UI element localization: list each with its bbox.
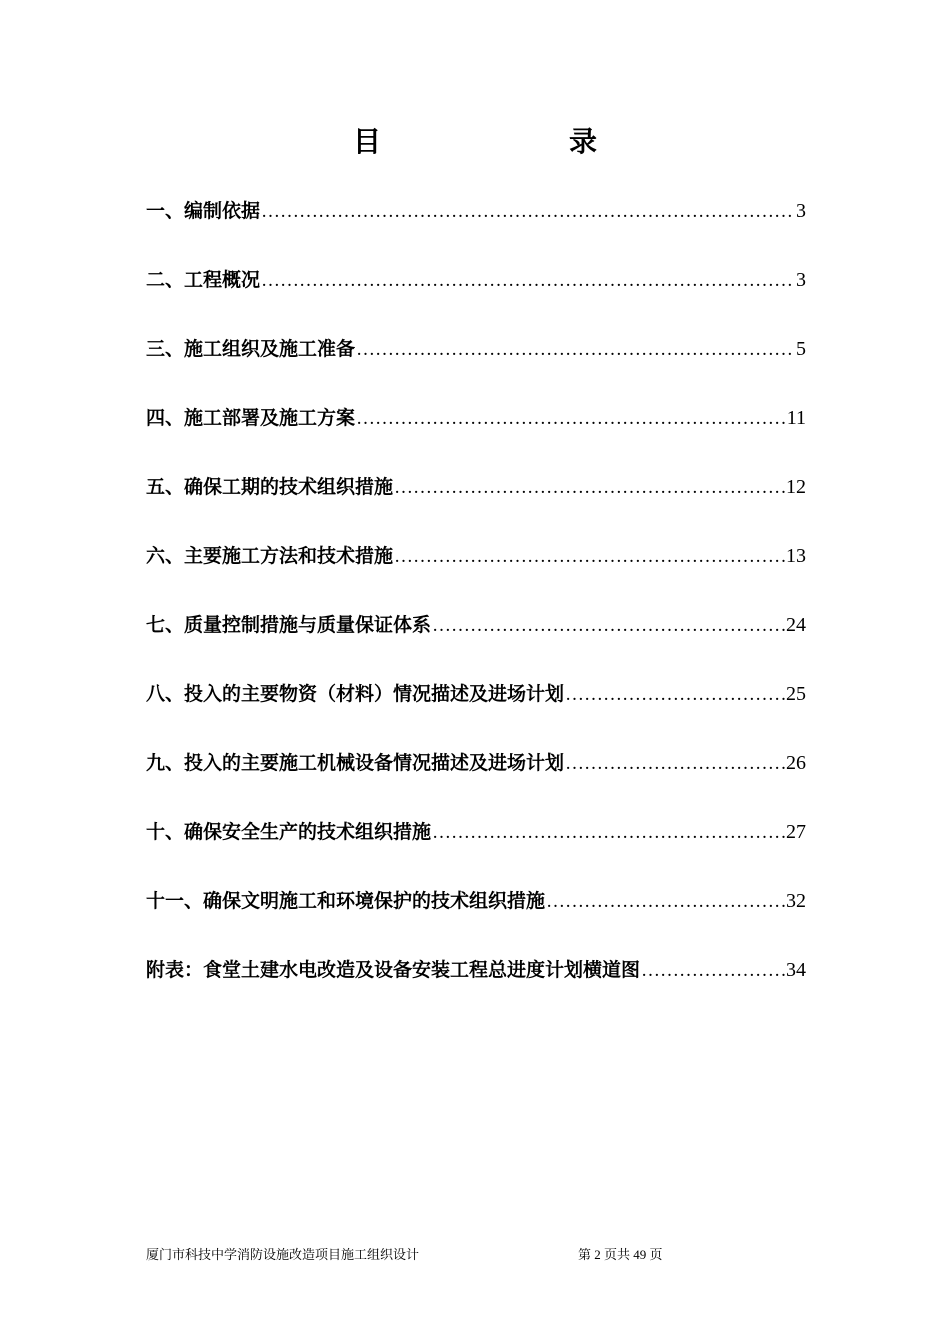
toc-leader-dots [261, 194, 795, 230]
toc-entry-label: 六、主要施工方法和技术措施 [146, 545, 394, 567]
toc-leader-dots [641, 953, 785, 989]
toc-leader-dots [394, 470, 785, 506]
toc-entry[interactable] [146, 952, 806, 1021]
toc-entry-label: 三、施工组织及施工准备 [146, 338, 356, 360]
toc-entry[interactable] [146, 607, 806, 676]
toc-entry-label: 二、工程概况 [146, 269, 261, 291]
footer-document-name: 厦门市科技中学消防设施改造项目施工组织设计 [146, 1247, 420, 1262]
toc-entry-page: 34 [786, 959, 806, 981]
toc-entry[interactable] [146, 400, 806, 469]
toc-entry-label: 一、编制依据 [146, 200, 261, 222]
table-of-contents [146, 193, 806, 1021]
toc-entry-page: 26 [786, 752, 806, 774]
toc-leader-dots [394, 539, 785, 575]
toc-entry-page: 5 [796, 338, 806, 360]
toc-leader-dots [432, 608, 785, 644]
toc-entry-page: 3 [796, 269, 806, 291]
toc-entry-label: 五、确保工期的技术组织措施 [146, 476, 394, 498]
toc-entry-page: 32 [786, 890, 806, 912]
toc-entry-page: 13 [786, 545, 806, 567]
toc-entry[interactable] [146, 469, 806, 538]
toc-entry-label: 七、质量控制措施与质量保证体系 [146, 614, 432, 636]
toc-entry-page: 24 [786, 614, 806, 636]
toc-leader-dots [261, 263, 795, 299]
toc-title: 目 录 [352, 125, 641, 158]
toc-leader-dots [432, 815, 785, 851]
toc-entry-page: 12 [786, 476, 806, 498]
toc-leader-dots [565, 746, 785, 782]
toc-leader-dots [356, 401, 786, 437]
toc-entry-page: 25 [786, 683, 806, 705]
footer-page-number: 第 2 页共 49 页 [578, 1247, 663, 1262]
toc-entry[interactable] [146, 538, 806, 607]
toc-entry[interactable] [146, 814, 806, 883]
toc-entry-label: 四、施工部署及施工方案 [146, 407, 356, 429]
toc-entry-label: 附表：食堂土建水电改造及设备安装工程总进度计划横道图 [146, 959, 641, 981]
toc-entry-label: 九、投入的主要施工机械设备情况描述及进场计划 [146, 752, 565, 774]
toc-entry[interactable] [146, 331, 806, 400]
toc-entry[interactable] [146, 676, 806, 745]
toc-entry[interactable] [146, 745, 806, 814]
toc-leader-dots [356, 332, 795, 368]
toc-leader-dots [546, 884, 785, 920]
toc-entry-page: 11 [786, 407, 806, 429]
toc-leader-dots [565, 677, 785, 713]
toc-entry[interactable] [146, 262, 806, 331]
page-footer [146, 1245, 806, 1265]
toc-entry-page: 27 [786, 821, 806, 843]
toc-entry-page: 3 [796, 200, 806, 222]
toc-entry-label: 十一、确保文明施工和环境保护的技术组织措施 [146, 890, 546, 912]
toc-entry-label: 八、投入的主要物资（材料）情况描述及进场计划 [146, 683, 565, 705]
toc-entry[interactable] [146, 883, 806, 952]
toc-entry[interactable] [146, 193, 806, 262]
toc-entry-label: 十、确保安全生产的技术组织措施 [146, 821, 432, 843]
